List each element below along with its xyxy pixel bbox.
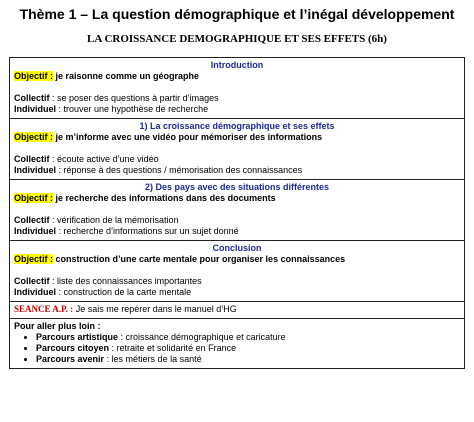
section-heading: Introduction	[210, 60, 264, 70]
seance-label: SEANCE A.P. :	[14, 304, 74, 314]
objectif-text: je m’informe avec une vidéo pour mémoriser des informations	[53, 132, 323, 142]
collectif-label: Collectif	[14, 276, 50, 286]
parcours-text: : retraite et solidarité en France	[109, 343, 237, 353]
individuel-line	[14, 226, 460, 237]
collectif-line	[14, 93, 460, 104]
objectif-line	[14, 193, 460, 204]
individuel-text: : construction de la carte mentale	[56, 287, 192, 297]
objectif-line	[14, 132, 460, 143]
objectif-label: Objectif :	[14, 193, 54, 203]
lesson-plan-table	[9, 57, 465, 369]
section-heading: Conclusion	[212, 243, 262, 253]
individuel-text: : recherche d’informations sur un sujet donné	[56, 226, 239, 236]
section-croissance	[10, 119, 465, 180]
parcours-text: : croissance démographique et caricature	[118, 332, 286, 342]
objectif-label: Objectif :	[14, 71, 54, 81]
section-heading: 2) Des pays avec des situations différentes	[144, 182, 330, 192]
collectif-line	[14, 154, 460, 165]
collectif-label: Collectif	[14, 154, 50, 164]
parcours-label: Parcours artistique	[36, 332, 119, 342]
collectif-text: : se poser des questions à partir d’images	[49, 93, 219, 103]
individuel-line	[14, 104, 460, 115]
objectif-line	[14, 71, 460, 82]
list-item	[36, 332, 460, 343]
further-heading: Pour aller plus loin :	[14, 321, 101, 331]
collectif-text: : vérification de la mémorisation	[49, 215, 179, 225]
individuel-text: : trouver une hypothèse de recherche	[56, 104, 209, 114]
further-row	[10, 319, 465, 369]
collectif-label: Collectif	[14, 93, 50, 103]
list-item	[36, 354, 460, 365]
individuel-label: Individuel	[14, 165, 57, 175]
individuel-line	[14, 287, 460, 298]
individuel-label: Individuel	[14, 226, 57, 236]
objectif-line	[14, 254, 460, 265]
objectif-text: construction d’une carte mentale pour organiser les connaissances	[53, 254, 346, 264]
collectif-line	[14, 215, 460, 226]
collectif-line	[14, 276, 460, 287]
section-pays	[10, 180, 465, 241]
objectif-label: Objectif :	[14, 254, 54, 264]
further-list	[14, 332, 460, 365]
section-heading: 1) La croissance démographique et ses effets	[139, 121, 335, 131]
individuel-line	[14, 165, 460, 176]
page-title: Thème 1 – La question démographique et l’inégal développement	[19, 6, 455, 22]
section-introduction	[10, 58, 465, 119]
objectif-text: je recherche des informations dans des documents	[53, 193, 276, 203]
objectif-text: je raisonne comme un géographe	[53, 71, 200, 81]
seance-ap-row	[10, 302, 465, 319]
list-item	[36, 343, 460, 354]
page-subtitle: LA CROISSANCE DEMOGRAPHIQUE ET SES EFFETS (6h)	[87, 33, 387, 45]
collectif-label: Collectif	[14, 215, 50, 225]
objectif-label: Objectif :	[14, 132, 54, 142]
individuel-label: Individuel	[14, 287, 57, 297]
parcours-label: Parcours citoyen	[36, 343, 110, 353]
individuel-text: : réponse à des questions / mémorisation des connaissances	[56, 165, 303, 175]
collectif-text: : écoute active d’une vidéo	[49, 154, 159, 164]
individuel-label: Individuel	[14, 104, 57, 114]
parcours-label: Parcours avenir	[36, 354, 105, 364]
seance-text: Je sais me repérer dans le manuel d’HG	[73, 304, 237, 314]
collectif-text: : liste des connaissances importantes	[49, 276, 202, 286]
parcours-text: : les métiers de la santé	[104, 354, 202, 364]
section-conclusion	[10, 241, 465, 302]
